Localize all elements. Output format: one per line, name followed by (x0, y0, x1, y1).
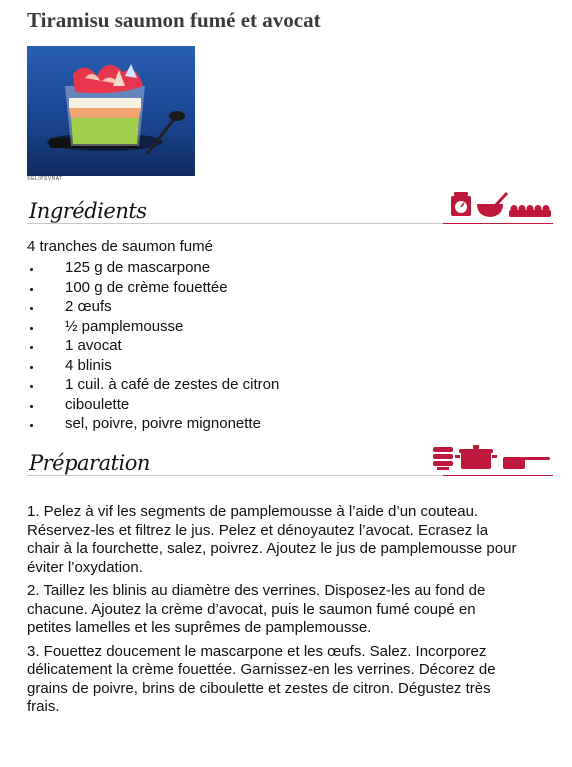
kitchen-scale-icon (451, 192, 471, 216)
step-paragraph: 3. Fouettez doucement le mascarpone et les œufs. Salez. Incorporez délicatement la crème fouettée. Garnissez-en les verrines. Décorez de grains de poivre, brins de ciboulette et zestes de citron. Dégustez très frais. (27, 642, 496, 715)
preparation-icons (429, 442, 553, 477)
preparation-header (27, 448, 553, 480)
egg-carton-icon (509, 205, 551, 217)
ingredient-item: 125 g de mascarpone (27, 258, 279, 278)
cooking-pot-icon (455, 445, 497, 469)
preparation-heading: Préparation (29, 451, 150, 475)
ingredient-item: sel, poivre, poivre mignonette (27, 414, 279, 434)
ingredients-lead: 4 tranches de saumon fumé (27, 238, 213, 255)
ingredient-item: ½ pamplemousse (27, 317, 279, 337)
ingredient-item: 1 cuil. à café de zestes de citron (27, 375, 279, 395)
ingredient-item: 2 œufs (27, 297, 279, 317)
ingredients-heading: Ingrédients (29, 199, 147, 223)
plate-stack-icon (433, 447, 453, 470)
ingredient-item: ciboulette (27, 395, 279, 415)
ingredients-icons (449, 190, 553, 225)
ingredients-list (27, 258, 279, 434)
ingredient-item: 1 avocat (27, 336, 279, 356)
saucepan-icon (503, 457, 550, 469)
dish-photo (27, 46, 195, 176)
mixing-bowl-icon (477, 193, 507, 217)
ingredients-header (27, 196, 553, 228)
step-paragraph: 1. Pelez à vif les segments de pamplemousse à l’aide d’un couteau. Réservez-les et filtrez le jus. Pelez et dénoyautez l’avocat. Ecrasez la chair à la fourchette, salez, poivrez. Ajoutez le jus de pamplemousse pour éviter l’oxydation. (27, 503, 517, 576)
photo-credit: ©ELIPSVRAT (27, 176, 63, 182)
recipe-title: Tiramisu saumon fumé et avocat (27, 8, 321, 32)
step-paragraph: 2. Taillez les blinis au diamètre des verrines. Disposez-les au fond de chacune. Ajoutez la crème d’avocat, puis le saumon fumé coupé en petites lamelles et les suprêmes de pamplemousse. (27, 582, 486, 636)
ingredient-item: 4 blinis (27, 356, 279, 376)
preparation-steps (27, 503, 517, 722)
ingredient-item: 100 g de crème fouettée (27, 278, 279, 298)
